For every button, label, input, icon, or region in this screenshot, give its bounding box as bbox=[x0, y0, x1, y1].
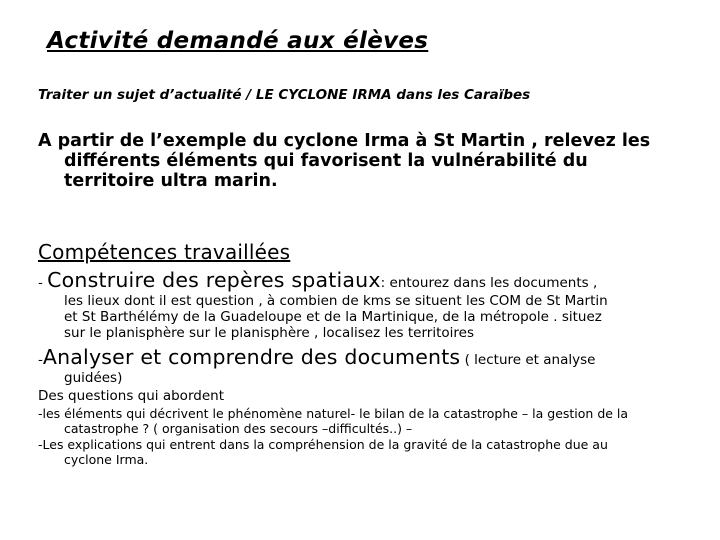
skill1-bullet: - bbox=[38, 275, 48, 291]
skill1-detail-line-2: et St Barthélémy de la Guadeloupe et de la Martinique, de la métropole . situez bbox=[64, 309, 602, 325]
page-title: Activité demandé aux élèves bbox=[47, 28, 429, 54]
skill2-label: Analyser et comprendre des documents bbox=[42, 345, 461, 369]
task-line-3: territoire ultra marin. bbox=[64, 171, 278, 191]
reason-line-1: -les éléments qui décrivent le phénomène naturel- le bilan de la catastrophe – la gestion de la bbox=[38, 406, 629, 421]
skill-analyse-documents bbox=[38, 345, 595, 369]
skill1-detail-line-3: sur le planisphère sur le planisphère , localisez les territoires bbox=[64, 325, 474, 341]
task-line-1: A partir de l’exemple du cyclone Irma à St Martin , relevez les bbox=[38, 131, 651, 151]
task-instruction bbox=[38, 131, 650, 191]
skill2-detail-line: guidées) bbox=[64, 370, 123, 386]
skill2-rest: ( lecture et analyse bbox=[460, 352, 596, 368]
task-line-2: différents éléments qui favorisent la vulnérabilité du bbox=[64, 151, 588, 171]
competences-heading: Compétences travaillées bbox=[38, 240, 291, 264]
skill2-bullet: - bbox=[38, 352, 43, 368]
reason-line-2: catastrophe ? ( organisation des secours –difficultés..) – bbox=[64, 421, 413, 436]
skill-spatial-landmarks bbox=[38, 268, 597, 292]
questions-heading: Des questions qui abordent bbox=[38, 388, 224, 404]
skill1-detail-line-1: les lieux dont il est question , à combien de kms se situent les COM de St Martin bbox=[64, 293, 608, 309]
reason-line-3: -Les explications qui entrent dans la compréhension de la gravité de la catastrophe due au bbox=[38, 437, 608, 452]
skill1-label: Construire des repères spatiaux bbox=[47, 268, 381, 292]
reason-line-4: cyclone Irma. bbox=[64, 452, 149, 467]
subject-line: Traiter un sujet d’actualité / LE CYCLONE IRMA dans les Caraïbes bbox=[38, 87, 531, 103]
skill1-rest: : entourez dans les documents , bbox=[380, 275, 598, 291]
